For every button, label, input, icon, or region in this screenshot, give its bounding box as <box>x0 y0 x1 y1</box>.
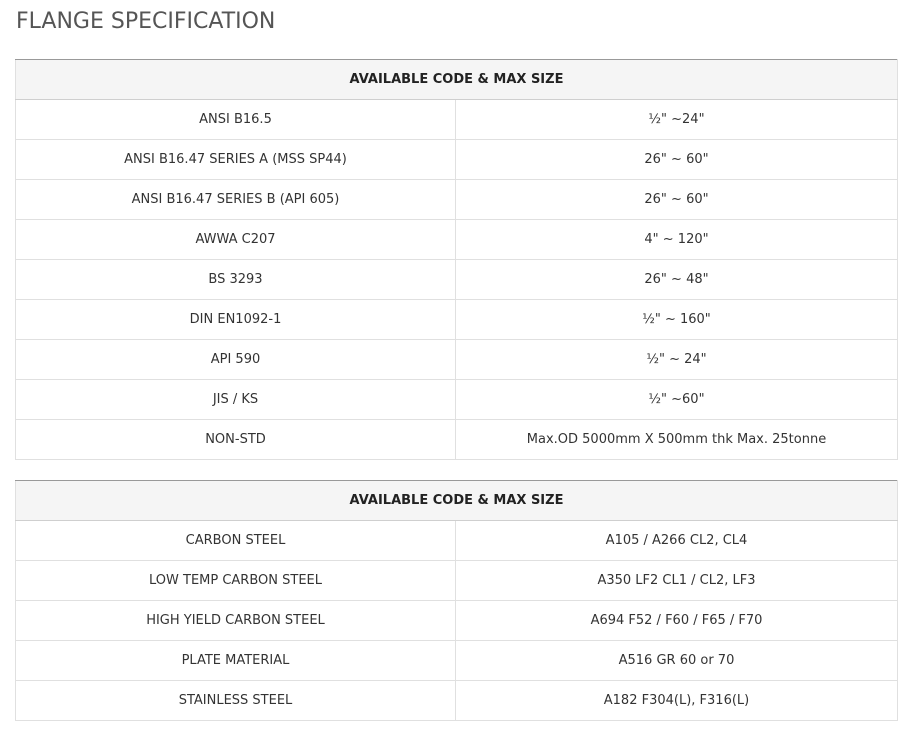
standard-cell: ANSI B16.47 SERIES A (MSS SP44) <box>16 140 456 180</box>
size-cell: 26" ~ 48" <box>456 260 898 300</box>
standard-cell: ANSI B16.47 SERIES B (API 605) <box>16 180 456 220</box>
standard-cell: ANSI B16.5 <box>16 100 456 140</box>
standard-cell: NON-STD <box>16 420 456 460</box>
standard-cell: BS 3293 <box>16 260 456 300</box>
material-cell: LOW TEMP CARBON STEEL <box>16 561 456 601</box>
size-cell: ½" ~60" <box>456 380 898 420</box>
table-row <box>16 561 898 601</box>
size-cell: 26" ~ 60" <box>456 180 898 220</box>
grade-cell: A182 F304(L), F316(L) <box>456 681 898 721</box>
table-row <box>16 681 898 721</box>
size-cell: ½" ~ 24" <box>456 340 898 380</box>
standard-cell: JIS / KS <box>16 380 456 420</box>
table-row <box>16 220 898 260</box>
size-cell: ½" ~ 160" <box>456 300 898 340</box>
table-row <box>16 521 898 561</box>
table-row <box>16 300 898 340</box>
material-cell: HIGH YIELD CARBON STEEL <box>16 601 456 641</box>
standard-cell: AWWA C207 <box>16 220 456 260</box>
grade-cell: A516 GR 60 or 70 <box>456 641 898 681</box>
table-header-row <box>16 481 898 521</box>
size-cell: 26" ~ 60" <box>456 140 898 180</box>
material-cell: CARBON STEEL <box>16 521 456 561</box>
table-header: AVAILABLE CODE & MAX SIZE <box>16 481 898 521</box>
standard-cell: API 590 <box>16 340 456 380</box>
table-row <box>16 601 898 641</box>
material-table <box>15 480 898 721</box>
material-cell: STAINLESS STEEL <box>16 681 456 721</box>
table-row <box>16 260 898 300</box>
size-cell: Max.OD 5000mm X 500mm thk Max. 25tonne <box>456 420 898 460</box>
page-title: FLANGE SPECIFICATION <box>16 9 276 34</box>
table-row <box>16 180 898 220</box>
table-row <box>16 140 898 180</box>
table-header: AVAILABLE CODE & MAX SIZE <box>16 60 898 100</box>
grade-cell: A694 F52 / F60 / F65 / F70 <box>456 601 898 641</box>
size-cell: 4" ~ 120" <box>456 220 898 260</box>
material-cell: PLATE MATERIAL <box>16 641 456 681</box>
table-row <box>16 340 898 380</box>
table-header-row <box>16 60 898 100</box>
table-row <box>16 641 898 681</box>
grade-cell: A105 / A266 CL2, CL4 <box>456 521 898 561</box>
size-cell: ½" ~24" <box>456 100 898 140</box>
table-row <box>16 420 898 460</box>
table-row <box>16 380 898 420</box>
standard-cell: DIN EN1092-1 <box>16 300 456 340</box>
table-row <box>16 100 898 140</box>
grade-cell: A350 LF2 CL1 / CL2, LF3 <box>456 561 898 601</box>
code-size-table <box>15 59 898 460</box>
